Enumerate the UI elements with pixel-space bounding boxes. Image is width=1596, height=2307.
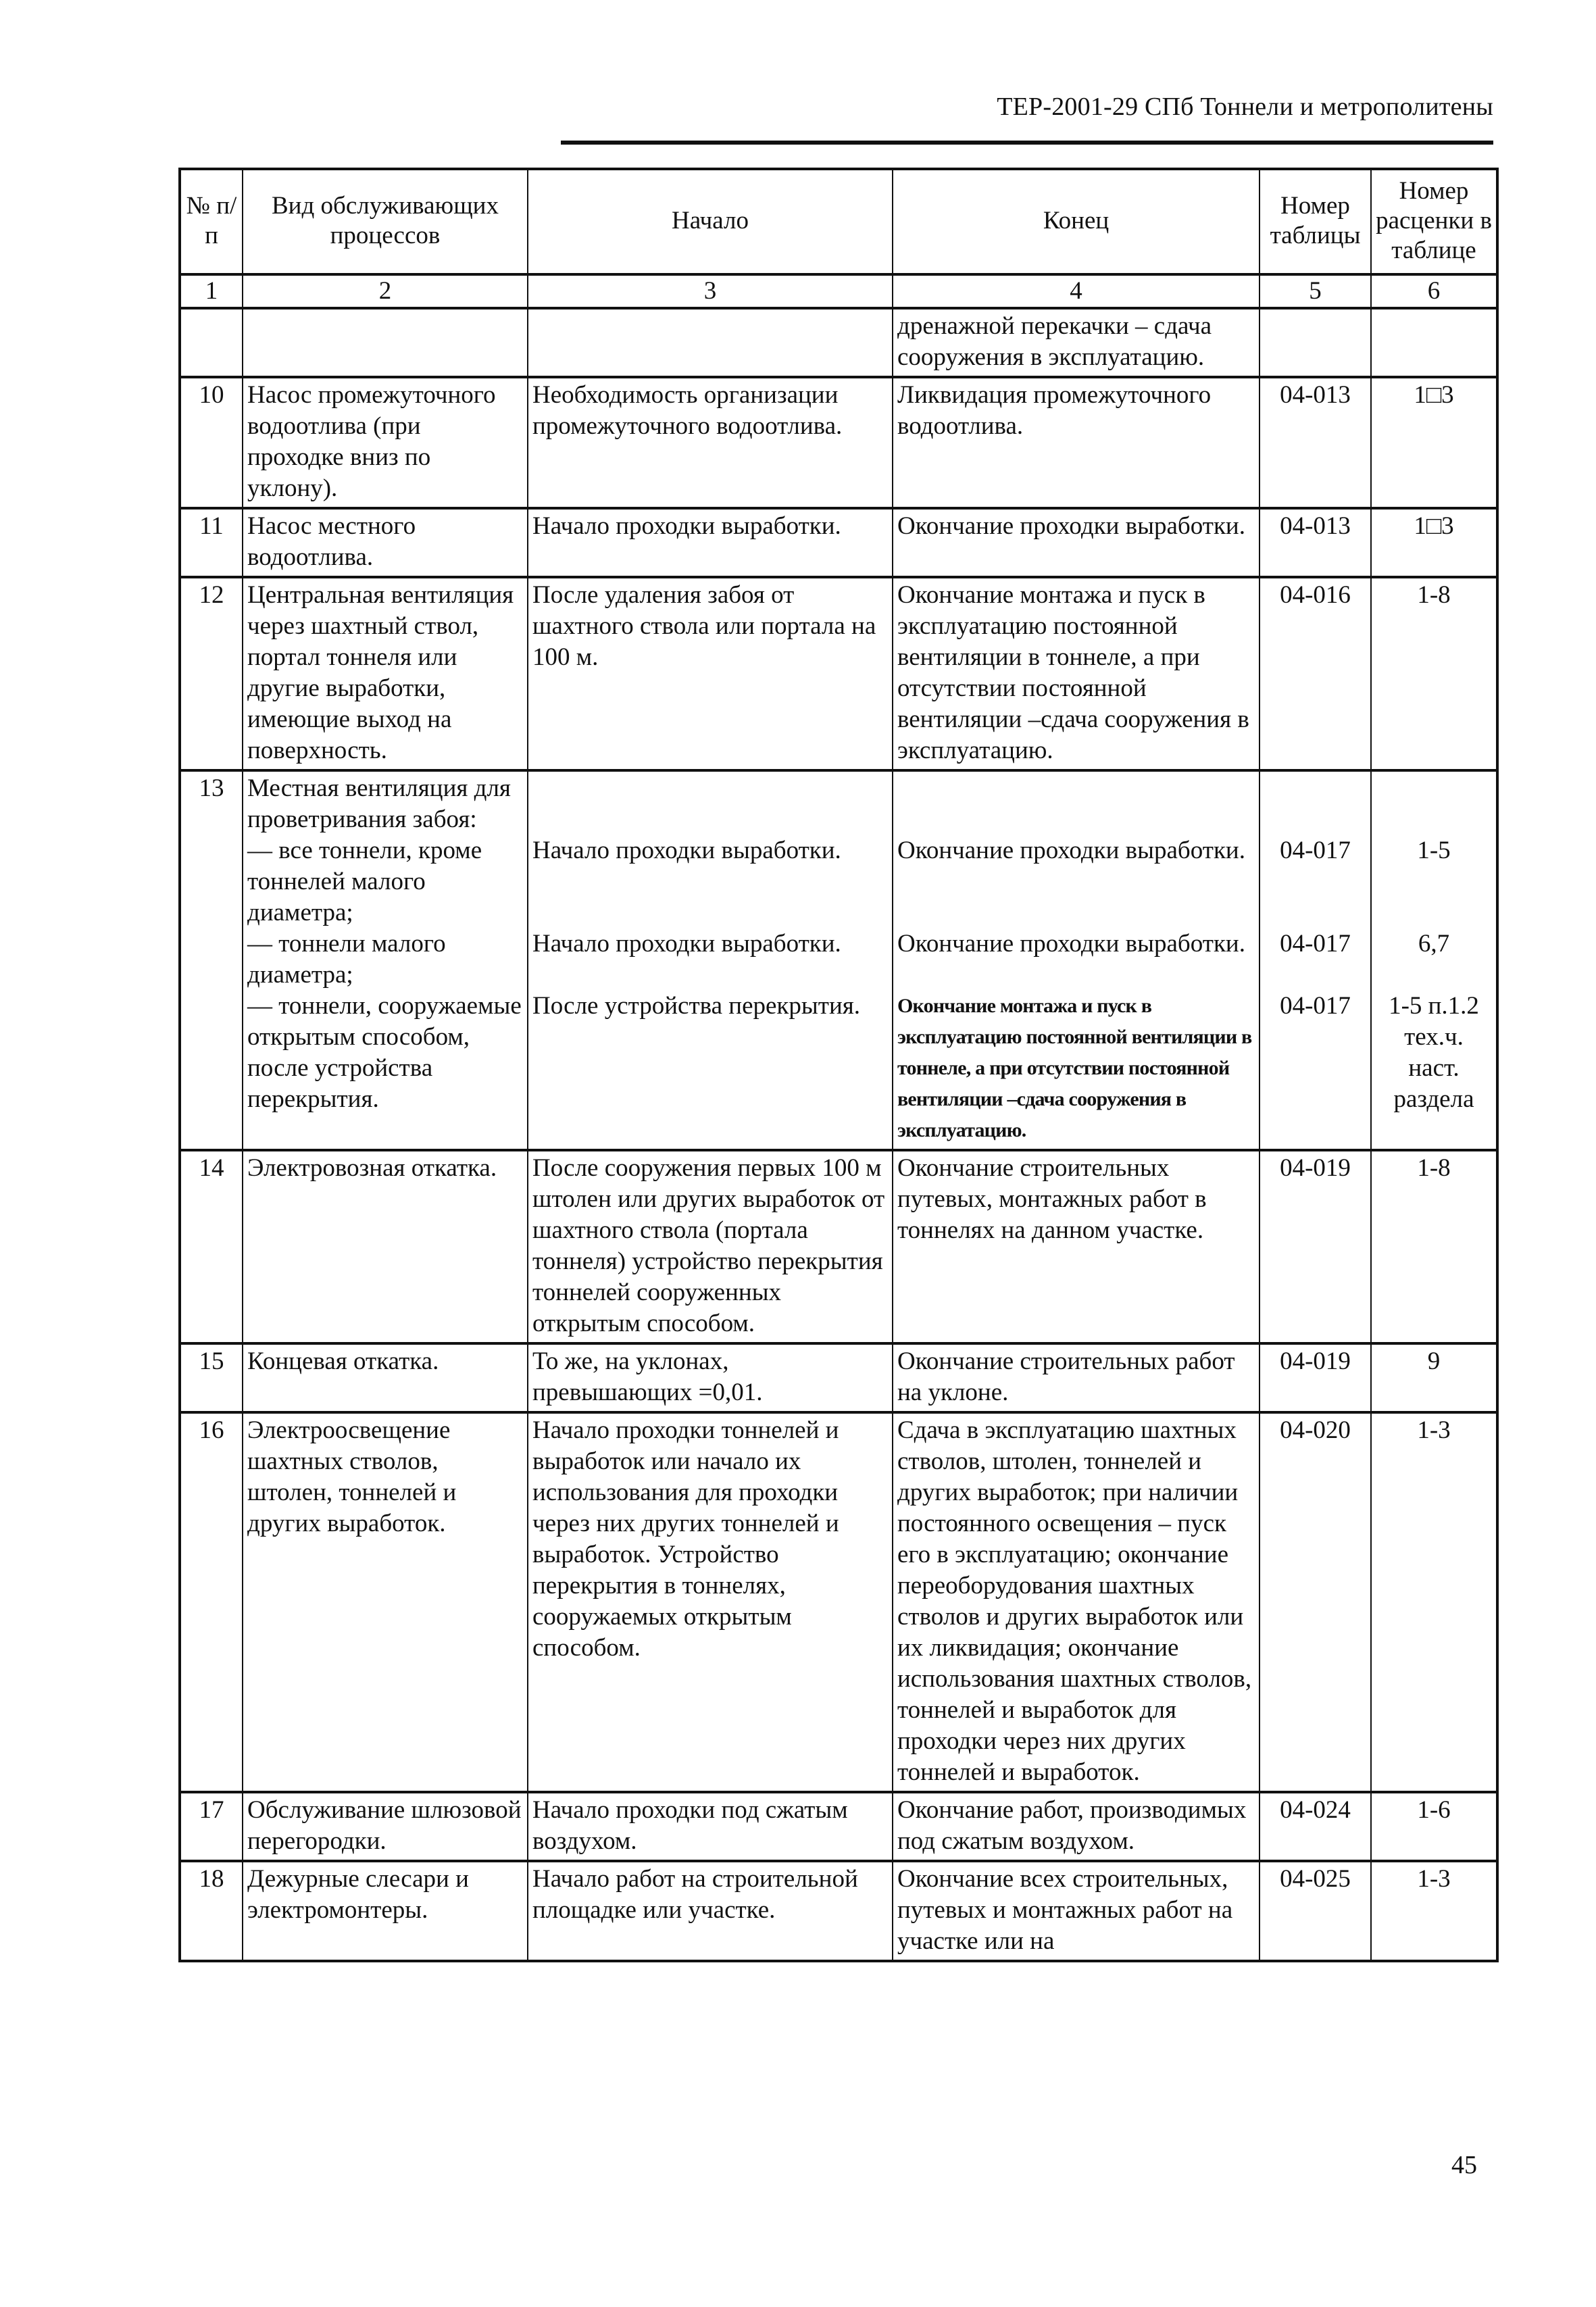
cell-process: Концевая откатка.: [243, 1343, 528, 1412]
cell-start: После сооружения первых 100 м штолен или других выработок от шахтного ствола (портала тоннеля) устройство перекрытия тоннелей сооруженных открытым способом.: [528, 1150, 893, 1343]
column-number: 1: [180, 274, 243, 308]
column-number: 2: [243, 274, 528, 308]
cell-end: Окончание всех строительных, путевых и монтажных работ на участке или на: [893, 1861, 1260, 1961]
table-row: [180, 308, 1497, 377]
cell-table-no: 04-020: [1260, 1412, 1371, 1792]
cell-end: Окончание строительных работ на уклоне.: [893, 1343, 1260, 1412]
cell-process: [243, 770, 528, 1150]
services-table: [178, 168, 1499, 1962]
cell-start-item: Начало проходки выработки.: [532, 930, 841, 958]
cell-table-no: 04-019: [1260, 1150, 1371, 1343]
cell-table-no: 04-013: [1260, 508, 1371, 577]
header-no: № п/п: [180, 169, 243, 274]
table-row: [180, 1343, 1497, 1412]
cell-start: Начало проходки под сжатым воздухом.: [528, 1792, 893, 1861]
cell-rate-no-item: 6,7: [1418, 930, 1450, 958]
cell-table-no: 04-024: [1260, 1792, 1371, 1861]
cell-rate-no: 1-8: [1371, 1150, 1497, 1343]
cell-rate-no: 1-3: [1371, 1412, 1497, 1792]
page-header: [561, 86, 1493, 145]
cell-process-item: — тоннели, сооружаемые открытым способом, после устройства перекрытия.: [247, 992, 522, 1113]
cell-start: После удаления забоя от шахтного ствола или портала на 100 м.: [528, 577, 893, 770]
cell-no: 18: [180, 1861, 243, 1961]
cell-table-no-item: 04-017: [1280, 837, 1351, 864]
cell-end: Ликвидация промежуточного водоотлива.: [893, 377, 1260, 508]
table-row: [180, 1792, 1497, 1861]
cell-table-no: 04-025: [1260, 1861, 1371, 1961]
cell-rate-no-item: 1-5: [1417, 837, 1451, 864]
cell-no: 12: [180, 577, 243, 770]
cell-end: Окончание монтажа и пуск в эксплуатацию постоянной вентиляции в тоннеле, а при отсутствии постоянной вентиляции –сдача сооружения в эксплуатацию.: [893, 577, 1260, 770]
cell-no: 11: [180, 508, 243, 577]
cell-no: 10: [180, 377, 243, 508]
header-end: Конец: [893, 169, 1260, 274]
cell-table-no-item: 04-017: [1280, 992, 1351, 1020]
header-table-no: Номер таблицы: [1260, 169, 1371, 274]
cell-process: Насос местного водоотлива.: [243, 508, 528, 577]
cell-rate-no: 1□3: [1371, 508, 1497, 577]
column-number: 4: [893, 274, 1260, 308]
cell-start: Начало проходки выработки.: [528, 508, 893, 577]
cell-end-item: Окончание проходки выработки.: [897, 837, 1245, 864]
cell-table-no: 04-013: [1260, 377, 1371, 508]
cell-table-no: 04-016: [1260, 577, 1371, 770]
cell-end: Окончание проходки выработки.: [893, 508, 1260, 577]
header-rate-no: Номер расценки в таблице: [1371, 169, 1497, 274]
cell-process-item: — тоннели малого диаметра;: [247, 930, 446, 989]
cell-process: Электровозная откатка.: [243, 1150, 528, 1343]
table-row: [180, 577, 1497, 770]
cell-start-item: После устройства перекрытия.: [532, 992, 861, 1020]
cell-start: [528, 770, 893, 1150]
cell-end: Окончание работ, производимых под сжатым воздухом.: [893, 1792, 1260, 1861]
cell-start: Начало работ на строительной площадке или участке.: [528, 1861, 893, 1961]
cell-start-item: Начало проходки выработки.: [532, 837, 841, 864]
cell-process-item: — все тоннели, кроме тоннелей малого диаметра;: [247, 837, 482, 926]
cell-table-no-item: 04-017: [1280, 930, 1351, 958]
cell-process: Центральная вентиляция через шахтный ствол, портал тоннеля или другие выработки, имеющие выход на поверхность.: [243, 577, 528, 770]
cell-end-item: Окончание проходки выработки.: [897, 930, 1245, 958]
cell-start: Необходимость организации промежуточного водоотлива.: [528, 377, 893, 508]
cell-process-intro: Местная вентиляция для проветривания забоя:: [247, 774, 511, 833]
table-row: [180, 1150, 1497, 1343]
table-row: [180, 770, 1497, 1150]
table-header-row: [180, 169, 1497, 274]
cell-start: То же, на уклонах, превышающих =0,01.: [528, 1343, 893, 1412]
table-row: [180, 1861, 1497, 1961]
cell-no: 17: [180, 1792, 243, 1861]
cell-end: [893, 770, 1260, 1150]
cell-end: Окончание строительных путевых, монтажных работ в тоннелях на данном участке.: [893, 1150, 1260, 1343]
cell-rate-no: 1-6: [1371, 1792, 1497, 1861]
cell-rate-no: 1-3: [1371, 1861, 1497, 1961]
column-number: 5: [1260, 274, 1371, 308]
cell-no: 13: [180, 770, 243, 1150]
header-process: Вид обслуживающих процессов: [243, 169, 528, 274]
table-row: [180, 377, 1497, 508]
cell-end: дренажной перекачки – сдача сооружения в эксплуатацию.: [893, 308, 1260, 377]
cell-no: 15: [180, 1343, 243, 1412]
cell-end: Сдача в эксплуатацию шахтных стволов, штолен, тоннелей и других выработок; при наличии постоянного освещения – пуск его в эксплуатацию; окончание переоборудования шахтных стволов и других выработок или их ликвидация; окончание использования шахтных стволов, тоннелей и выработок для проходки через них других тоннелей и выработок.: [893, 1412, 1260, 1792]
cell-start: Начало проходки тоннелей и выработок или начало их использования для проходки через них других тоннелей и выработок. Устройство перекрытия в тоннелях, сооружаемых открытым способом.: [528, 1412, 893, 1792]
document-title: ТЕР-2001-29 СПб Тоннели и метрополитены: [997, 93, 1493, 121]
column-number: 3: [528, 274, 893, 308]
cell-table-no: [1260, 770, 1371, 1150]
cell-process: Дежурные слесари и электромонтеры.: [243, 1861, 528, 1961]
cell-process: Насос промежуточного водоотлива (при проходке вниз по уклону).: [243, 377, 528, 508]
cell-process: Обслуживание шлюзовой перегородки.: [243, 1792, 528, 1861]
column-number-row: [180, 274, 1497, 308]
cell-rate-no-item: 1-5 п.1.2 тех.ч. наст. раздела: [1389, 992, 1479, 1113]
cell-no: 14: [180, 1150, 243, 1343]
cell-table-no: 04-019: [1260, 1343, 1371, 1412]
cell-no: 16: [180, 1412, 243, 1792]
cell-rate-no: 9: [1371, 1343, 1497, 1412]
cell-rate-no: 1-8: [1371, 577, 1497, 770]
header-start: Начало: [528, 169, 893, 274]
table-row: [180, 508, 1497, 577]
cell-rate-no: 1□3: [1371, 377, 1497, 508]
page-number: 45: [1451, 2151, 1477, 2179]
column-number: 6: [1371, 274, 1497, 308]
cell-rate-no: [1371, 770, 1497, 1150]
cell-process: Электроосвещение шахтных стволов, штолен, тоннелей и других выработок.: [243, 1412, 528, 1792]
table-row: [180, 1412, 1497, 1792]
cell-end-item: Окончание монтажа и пуск в эксплуатацию постоянной вентиляции в тоннеле, а при отсутствии постоянной вентиляции –сдача сооружения в эксплуатацию.: [897, 995, 1252, 1141]
